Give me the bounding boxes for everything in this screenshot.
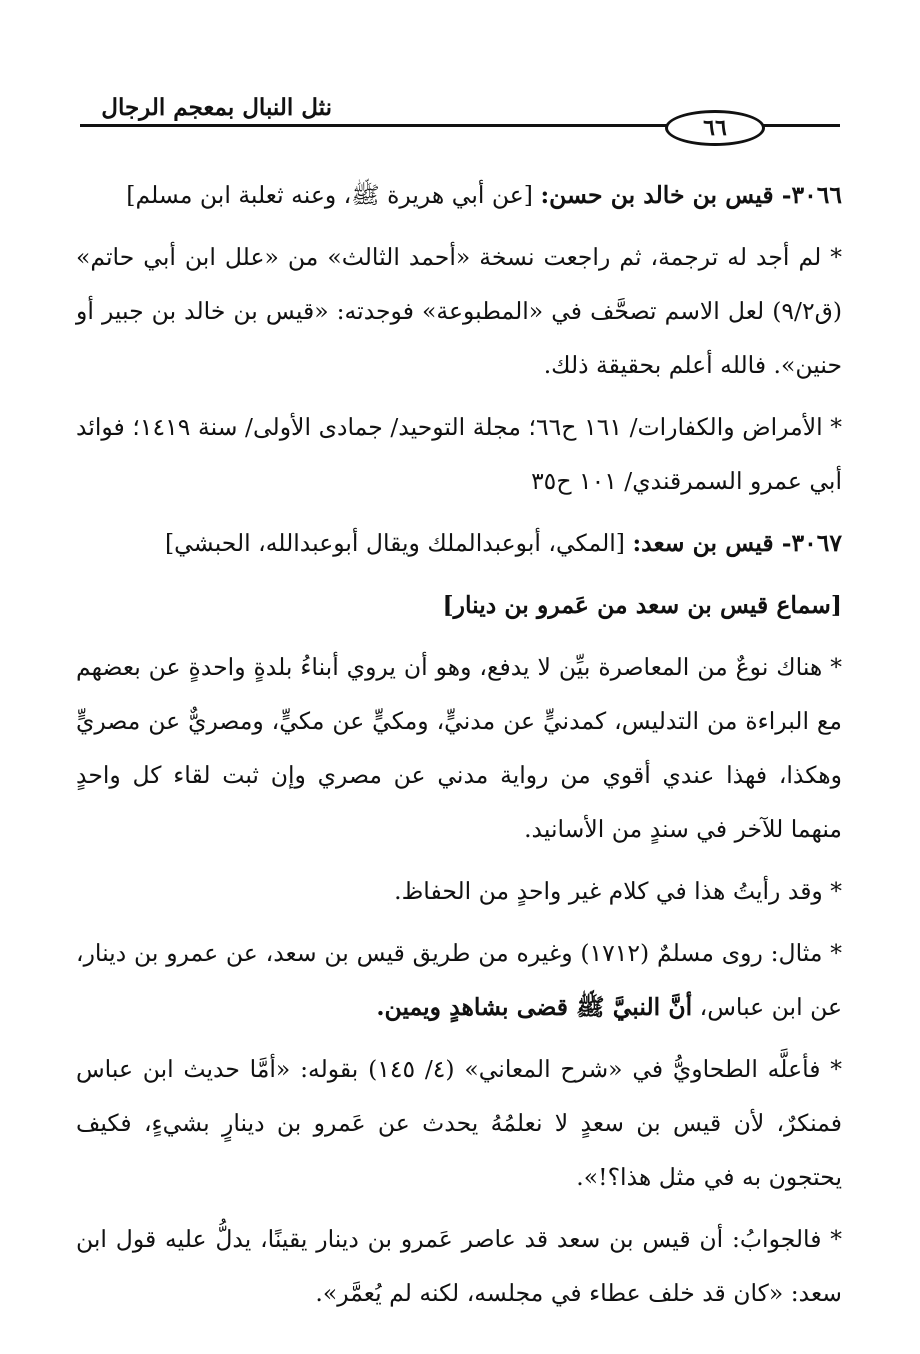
hadith-text: أنَّ النبيَّ ﷺ قضى بشاهدٍ ويمين.	[376, 993, 693, 1021]
entry-heading: ٣٠٦٧- قيس بن سعد:	[632, 529, 842, 557]
note-text: * مثال: روى مسلمٌ (١٧١٢) وغيره من طريق قيس بن سعد، عن عمرو بن دينار، عن ابن عباس،	[76, 939, 842, 1021]
entry-3067-subheading: [سماع قيس بن سعد من عَمرو بن دينار]	[442, 591, 842, 619]
entry-heading: ٣٠٦٦- قيس بن خالد بن حسن:	[540, 181, 842, 209]
entry-3067-note-1: * هناك نوعٌ من المعاصرة بيِّن لا يدفع، وهو أن يروي أبناءُ بلدةٍ واحدةٍ عن بعضهم مع البراءة من التدليس، كمدنيٍّ عن مدنيٍّ، ومكيٍّ عن مكيٍّ، ومصريٌّ عن مصريٍّ وهكذا، فهذا عندي أقوي من رواية مدني عن مصري وإن ثبت لقاء كل واحدٍ منهما للآخر في سندٍ من الأسانيد.	[76, 653, 842, 843]
entry-3067-note-3	[76, 926, 842, 1034]
entry-3067-note-2: * وقد رأيتُ هذا في كلام غير واحدٍ من الحفاظ.	[394, 877, 842, 905]
entry-3066-intro	[76, 168, 842, 222]
body-text	[76, 168, 842, 1328]
running-title: نثل النبال بمعجم الرجال	[101, 94, 332, 121]
entry-3066-note-1: * لم أجد له ترجمة، ثم راجعت نسخة «أحمد الثالث» من «علل ابن أبي حاتم» (ق٩/٢) لعل الاسم تصحَّف في «المطبوعة» فوجدته: «قيس بن خالد بن جبير أو حنين». فالله أعلم بحقيقة ذلك.	[76, 243, 842, 379]
page-number-text: ٦٦	[703, 115, 727, 141]
page-number	[665, 110, 765, 146]
entry-3067-note-5: * فالجوابُ: أن قيس بن سعد قد عاصر عَمرو بن دينار يقينًا، يدلُّ عليه قول ابن سعد: «كان قد خلف عطاء في مجلسه، لكنه لم يُعمَّر».	[76, 1225, 842, 1307]
entry-3067-intro	[76, 516, 842, 570]
entry-bracket-text: [المكي، أبوعبدالملك ويقال أبوعبدالله، الحبشي]	[164, 529, 625, 557]
entry-3066-note-2: * الأمراض والكفارات/ ١٦١ ح٦٦؛ مجلة التوحيد/ جمادى الأولى/ سنة ١٤١٩؛ فوائد أبي عمرو السمرقندي/ ١٠١ ح٣٥	[76, 413, 843, 495]
entry-bracket-text: [عن أبي هريرة ﷺ، وعنه ثعلبة ابن مسلم]	[126, 181, 533, 209]
entry-3067-note-4: * فأعلَّه الطحاويُّ في «شرح المعاني» (٤/ ١٤٥) بقوله: «أمَّا حديث ابن عباس فمنكرٌ، لأن قيس بن سعدٍ لا نعلمُهُ يحدث عن عَمرو بن دينارٍ بشيءٍ، فكيف يحتجون به في مثل هذا؟!».	[76, 1055, 842, 1191]
